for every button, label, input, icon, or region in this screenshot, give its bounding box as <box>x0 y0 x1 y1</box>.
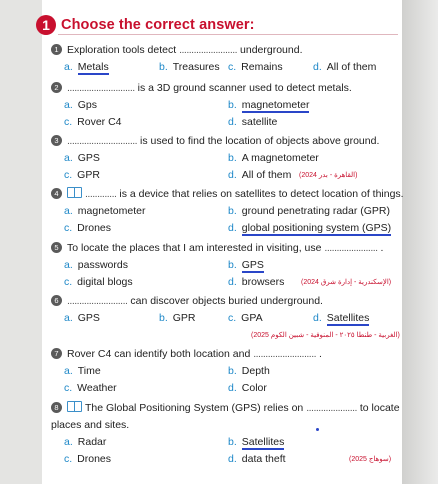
question-number: 5 <box>51 242 62 253</box>
option-letter: c. <box>228 61 237 73</box>
option-letter: c. <box>64 169 73 181</box>
answer-option[interactable] <box>64 310 100 327</box>
question-stem <box>51 293 401 310</box>
stem-text-before: Rover C4 can identify both location and <box>67 348 251 360</box>
exam-source-label: (الغربية - طنطا ٢٠٢٥ - المنوفية - شبين الكوم 2025) <box>251 332 400 339</box>
option-text: satellite <box>241 116 278 128</box>
option-text: GPR <box>172 312 196 324</box>
answer-option[interactable] <box>228 274 284 291</box>
option-letter: c. <box>64 382 73 394</box>
answer-option[interactable] <box>313 59 376 76</box>
answer-option[interactable] <box>64 203 145 220</box>
answer-option[interactable] <box>228 380 267 397</box>
question-number: 6 <box>51 295 62 306</box>
option-letter: a. <box>64 259 73 271</box>
option-letter: a. <box>64 312 73 324</box>
question-7 <box>51 346 401 397</box>
section-title: Choose the correct answer: <box>61 17 255 33</box>
stem-text-after: to locate <box>359 402 400 414</box>
option-text: GPS <box>77 152 100 164</box>
answer-blank: ............................. <box>67 135 138 147</box>
answer-option[interactable] <box>228 220 391 237</box>
options-row <box>51 150 401 167</box>
option-letter: d. <box>228 276 237 288</box>
answer-blank: ......................... <box>67 295 128 307</box>
stem-text-after: is a 3D ground scanner used to detect metals. <box>137 82 352 94</box>
options-row <box>51 114 401 131</box>
stem-text-before: Exploration tools detect <box>67 44 177 56</box>
answer-option[interactable] <box>228 203 390 220</box>
option-text: Time <box>77 365 101 377</box>
stem-text-after: underground. <box>240 44 303 56</box>
question-number: 4 <box>51 188 62 199</box>
question-stem <box>51 240 401 257</box>
option-letter: c. <box>64 116 73 128</box>
option-letter: d. <box>228 382 237 394</box>
question-5 <box>51 240 401 291</box>
option-letter: d. <box>228 222 237 234</box>
options-row <box>51 97 401 114</box>
answer-option[interactable] <box>228 167 291 184</box>
answer-blank: ............. <box>85 188 117 200</box>
options-row <box>51 434 401 451</box>
option-letter: d. <box>228 453 237 465</box>
section-number-badge: 1 <box>36 15 56 35</box>
options-row <box>51 220 401 237</box>
answer-option[interactable] <box>64 380 117 397</box>
selected-option-text: Metals <box>77 61 109 73</box>
question-number: 8 <box>51 402 62 413</box>
stem-text-before: To locate the places that I am interested in visiting, use <box>67 242 322 254</box>
option-text: Gps <box>77 99 98 111</box>
option-text: digital blogs <box>77 276 133 288</box>
options-row <box>51 310 401 327</box>
options-row <box>51 203 401 220</box>
option-text: GPR <box>77 169 100 181</box>
book-icon <box>67 401 82 412</box>
option-letter: a. <box>64 205 73 217</box>
option-text: A magnetometer <box>241 152 319 164</box>
exam-source-label: (الإسكندرية - إدارة شرق 2024) <box>301 279 392 286</box>
question-stem <box>51 133 401 150</box>
stem-text-after: is used to find the location of objects above ground. <box>140 135 380 147</box>
option-letter: b. <box>159 61 168 73</box>
option-text: passwords <box>77 259 128 271</box>
question-number: 1 <box>51 44 62 55</box>
question-6 <box>51 293 401 344</box>
question-2 <box>51 80 401 131</box>
option-letter: d. <box>228 169 237 181</box>
stem-text-before: The Global Positioning System (GPS) relies on <box>85 402 304 414</box>
option-letter: c. <box>64 222 73 234</box>
pen-mark <box>316 428 319 431</box>
answer-option[interactable] <box>64 167 100 184</box>
stem-text-after: is a device that relies on satellites to detect location of things. <box>119 188 404 200</box>
question-stem-continued: places and sites. <box>51 419 130 431</box>
answer-option[interactable] <box>228 59 283 76</box>
answer-blank: ........................ <box>179 44 238 56</box>
option-letter: d. <box>313 312 322 324</box>
option-text: Weather <box>77 382 117 394</box>
option-letter: b. <box>159 312 168 324</box>
option-text: Radar <box>77 436 107 448</box>
header-rule <box>58 34 398 35</box>
stem-text-after: . <box>318 348 322 360</box>
option-text: Remains <box>241 61 283 73</box>
book-icon <box>67 187 82 198</box>
source-row <box>51 327 401 344</box>
question-number: 2 <box>51 82 62 93</box>
option-text: GPS <box>77 312 100 324</box>
option-text: magnetometer <box>77 205 146 217</box>
option-text: All of them <box>326 61 377 73</box>
exam-source-label: (سوهاج 2025) <box>349 456 392 463</box>
options-row <box>51 59 401 76</box>
answer-blank: ............................ <box>67 82 135 94</box>
answer-option[interactable] <box>64 150 100 167</box>
option-text: Rover C4 <box>77 116 122 128</box>
option-letter: b. <box>228 436 237 448</box>
option-letter: c. <box>64 276 73 288</box>
option-letter: a. <box>64 152 73 164</box>
answer-option[interactable] <box>64 220 111 237</box>
options-row <box>51 274 401 291</box>
option-letter: d. <box>228 116 237 128</box>
page-edge-shadow <box>402 0 438 484</box>
options-row <box>51 363 401 380</box>
selected-option-text: magnetometer <box>241 99 310 111</box>
answer-option[interactable] <box>64 363 101 380</box>
answer-option[interactable] <box>228 451 286 468</box>
option-letter: b. <box>228 365 237 377</box>
option-letter: a. <box>64 61 73 73</box>
answer-option[interactable] <box>64 274 133 291</box>
answer-option[interactable] <box>228 363 270 380</box>
answer-option[interactable] <box>64 257 128 274</box>
question-1 <box>51 42 401 76</box>
options-row <box>51 257 401 274</box>
option-text: data theft <box>241 453 286 465</box>
option-letter: b. <box>228 99 237 111</box>
selected-option-text: global positioning system (GPS) <box>241 222 392 234</box>
question-stem <box>51 186 404 203</box>
selected-option-text: GPS <box>241 259 264 271</box>
selected-option-text: Satellites <box>326 312 370 324</box>
answer-option[interactable] <box>228 434 284 451</box>
answer-blank: ...................... <box>324 242 378 254</box>
answer-option[interactable] <box>159 310 196 327</box>
question-stem <box>51 400 401 417</box>
answer-option[interactable] <box>159 59 220 76</box>
answer-option[interactable] <box>64 59 109 76</box>
stem-text-after: can discover objects buried underground. <box>130 295 323 307</box>
exam-source-label: (القاهرة - بدر 2024) <box>299 172 358 179</box>
option-text: Color <box>241 382 267 394</box>
option-letter: a. <box>64 436 73 448</box>
option-text: Drones <box>77 222 112 234</box>
answer-option[interactable] <box>228 310 263 327</box>
option-text: browsers <box>241 276 285 288</box>
question-3 <box>51 133 401 184</box>
answer-option[interactable] <box>64 114 122 131</box>
answer-option[interactable] <box>64 434 106 451</box>
answer-blank: .......................... <box>253 348 317 360</box>
stem-text-after: . <box>380 242 384 254</box>
options-row <box>51 451 401 468</box>
question-number: 3 <box>51 135 62 146</box>
answer-option[interactable] <box>228 150 319 167</box>
question-stem <box>51 80 401 97</box>
answer-option[interactable] <box>313 310 369 327</box>
option-text: ground penetrating radar (GPR) <box>241 205 391 217</box>
option-letter: b. <box>228 259 237 271</box>
option-letter: c. <box>64 453 73 465</box>
question-number: 7 <box>51 348 62 359</box>
question-8 <box>51 400 401 468</box>
question-stem <box>51 42 401 59</box>
option-letter: a. <box>64 365 73 377</box>
option-letter: d. <box>313 61 322 73</box>
answer-option[interactable] <box>64 451 111 468</box>
options-row <box>51 380 401 397</box>
answer-option[interactable] <box>228 97 309 114</box>
answer-option[interactable] <box>228 257 264 274</box>
question-4 <box>51 186 404 237</box>
option-text: Treasures <box>172 61 220 73</box>
option-letter: c. <box>228 312 237 324</box>
options-row <box>51 167 401 184</box>
option-text: Drones <box>77 453 112 465</box>
option-text: All of them <box>241 169 292 181</box>
section-header <box>36 14 255 36</box>
option-text: Depth <box>241 365 270 377</box>
selected-option-text: Satellites <box>241 436 285 448</box>
option-letter: b. <box>228 152 237 164</box>
option-letter: a. <box>64 99 73 111</box>
option-letter: b. <box>228 205 237 217</box>
answer-option[interactable] <box>228 114 277 131</box>
answer-option[interactable] <box>64 97 97 114</box>
answer-blank: ..................... <box>306 402 357 414</box>
question-stem <box>51 346 401 363</box>
option-text: GPA <box>241 312 263 324</box>
